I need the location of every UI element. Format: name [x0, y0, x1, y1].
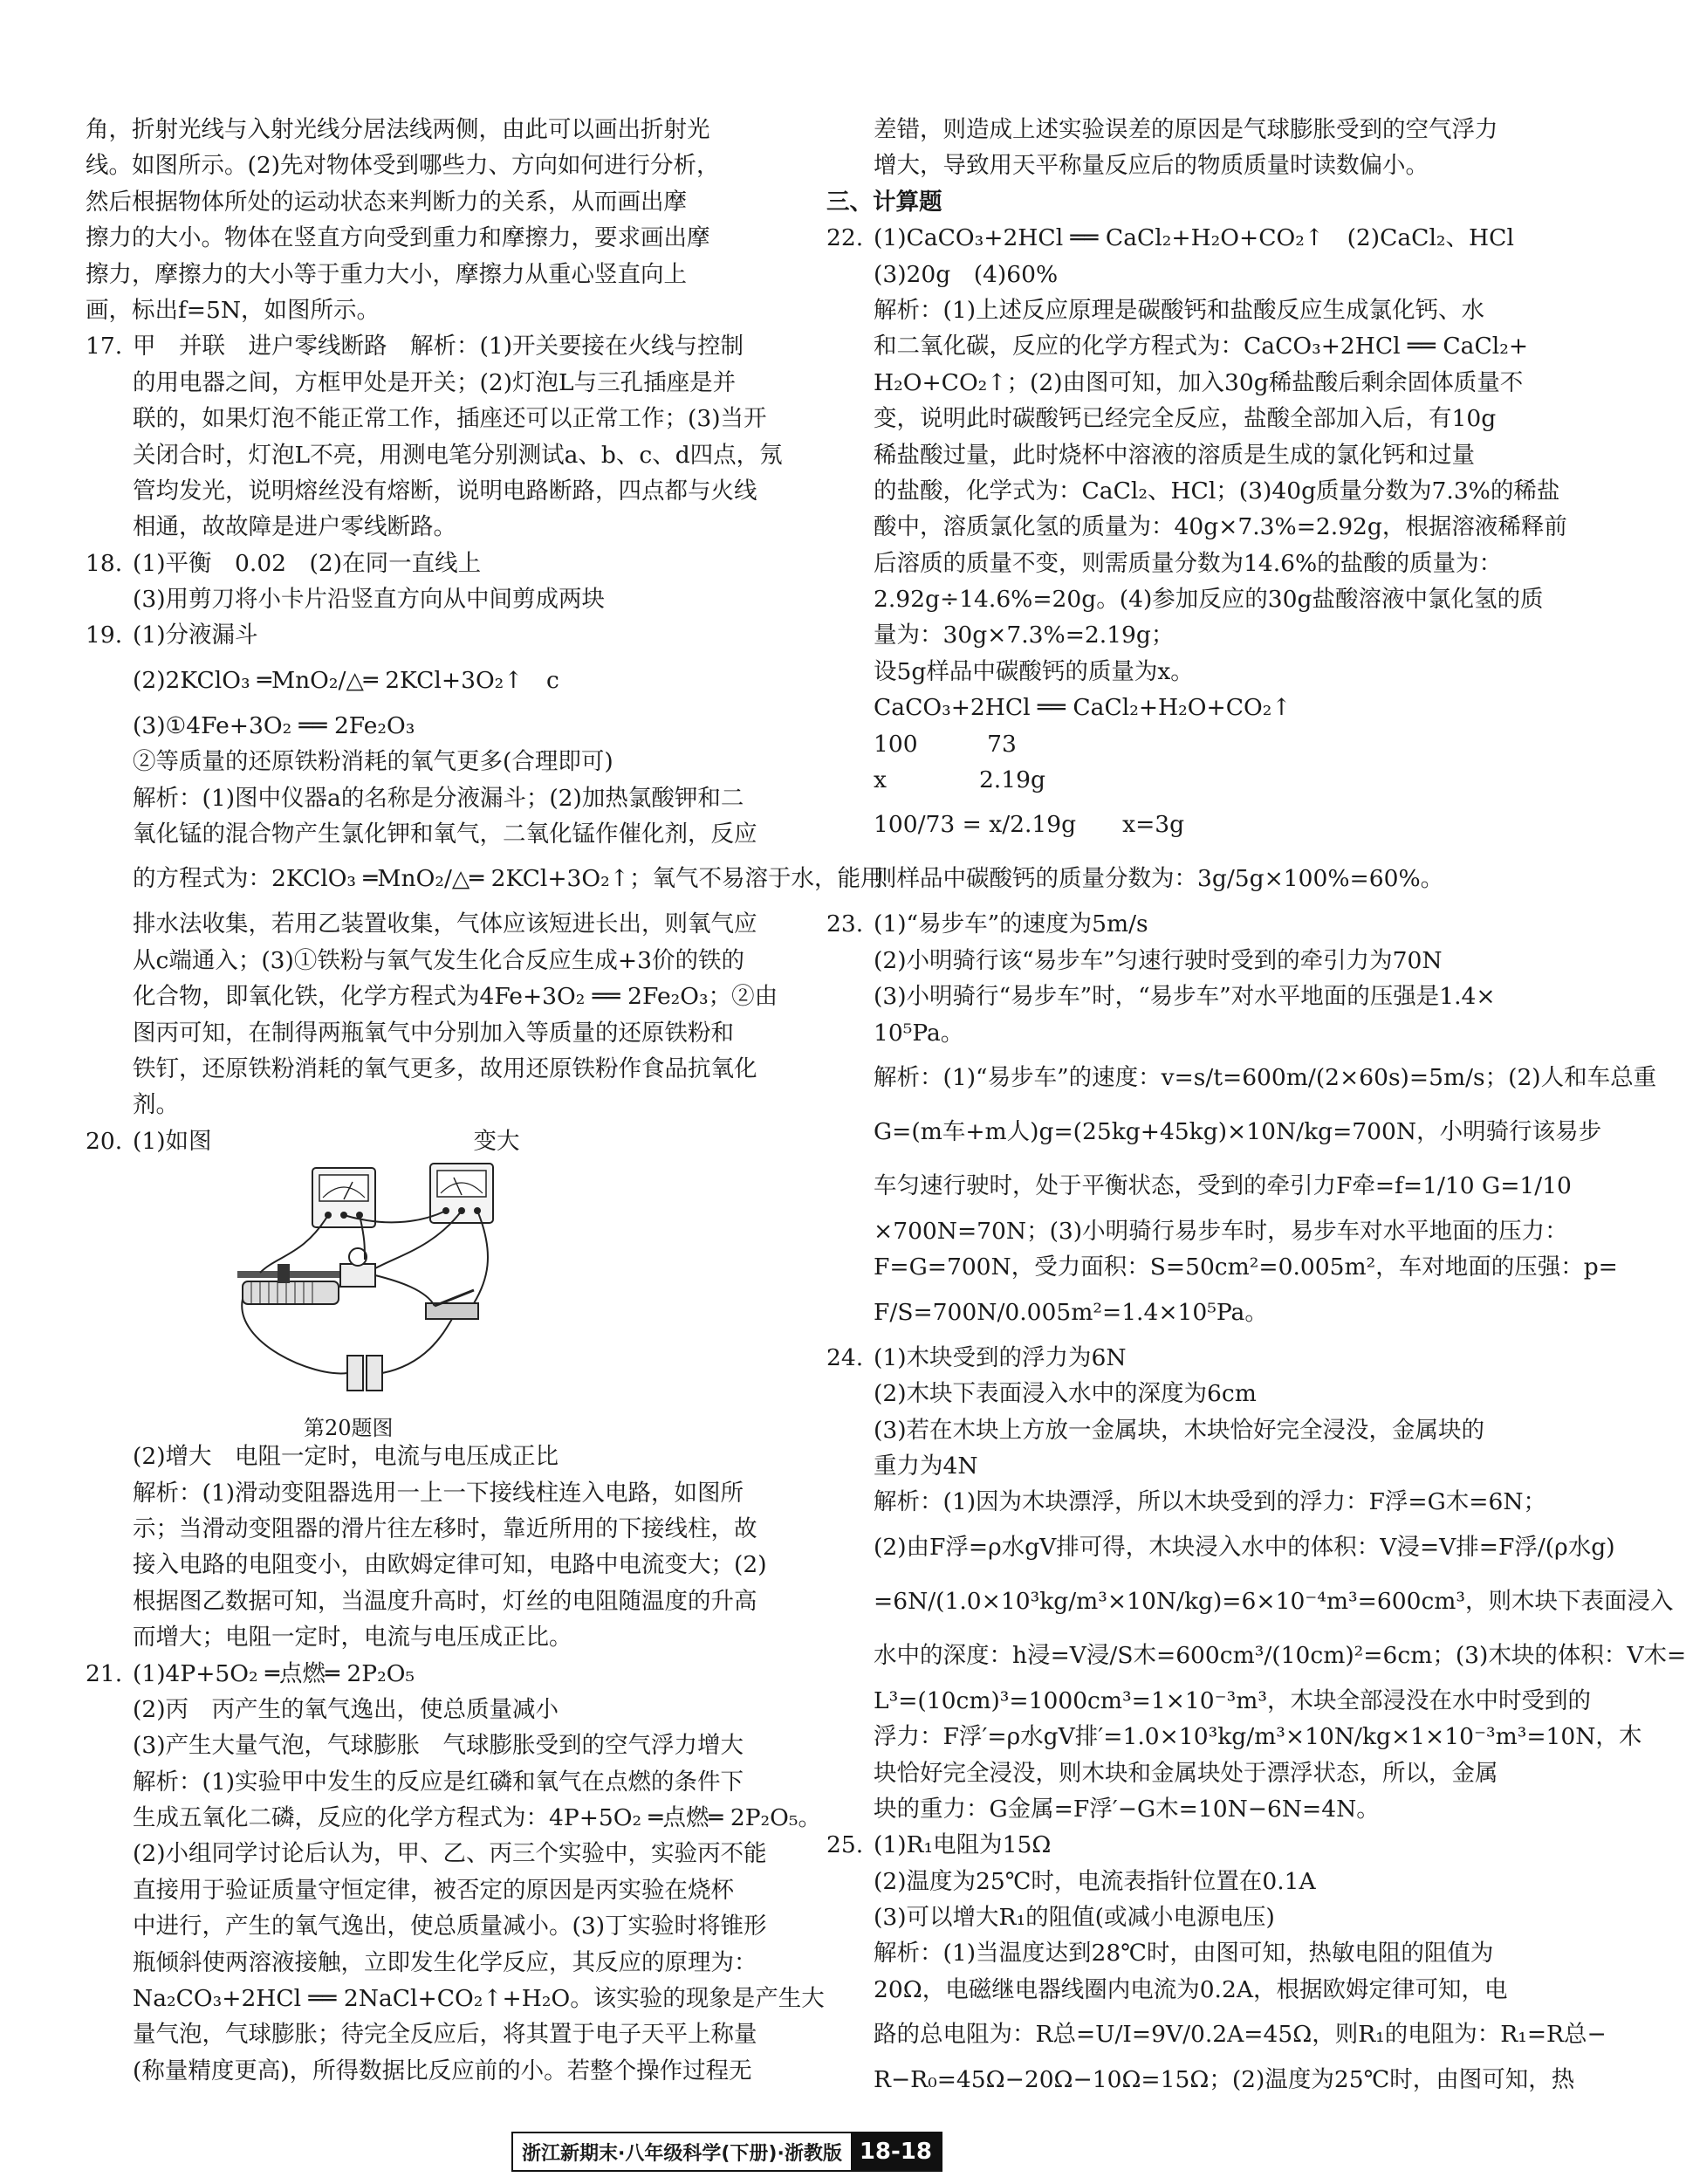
text-line: 铁钉，还原铁粉消耗的氧气更多，故用还原铁粉作食品抗氧化	[133, 1054, 757, 1082]
text-line: (3)若在木块上方放一金属块，木块恰好完全浸没，金属块的	[874, 1416, 1485, 1444]
text-line: 然后根据物体所处的运动状态来判断力的关系，从而画出摩	[86, 188, 687, 216]
text-line: 设5g样品中碳酸钙的质量为x。	[874, 657, 1194, 685]
text-line: 水中的深度：h浸=V浸/S木=600cm³/(10cm)²=6cm；(3)木块的体积：V木=	[874, 1641, 1686, 1669]
text-line: 化合物，即氧化铁，化学方程式为4Fe+3O₂ ══ 2Fe₂O₃；②由	[133, 983, 778, 1011]
text-line: 图丙可知，在制得两瓶氧气中分别加入等质量的还原铁粉和	[133, 1019, 734, 1047]
text-line: 量为：30g×7.3%=2.19g；	[874, 622, 1175, 649]
text-line: 块恰好完全浸没，则木块和金属块处于漂浮状态，所以，金属	[874, 1759, 1498, 1787]
text-line: 则样品中碳酸钙的质量分数为：3g/5g×100%=60%。	[874, 865, 1444, 893]
text-line: 变，说明此时碳酸钙已经完全反应，盐酸全部加入后，有10g	[874, 405, 1497, 433]
text-line: (2)木块下表面浸入水中的深度为6cm	[874, 1380, 1257, 1408]
question-number: 22.	[826, 224, 864, 252]
question-23	[826, 906, 1542, 942]
question-19	[86, 617, 784, 653]
question-22	[826, 220, 1542, 256]
bulb-icon	[340, 1248, 375, 1287]
question-number: 18.	[86, 549, 123, 577]
text-line: 中进行，产生的氧气逸出，使总质量减小。(3)丁实验时将锥形	[133, 1913, 767, 1940]
text-line: (2)由F浮=ρ水gV排可得，木块浸入水中的体积：V浸=V排=F浮/(ρ水g)	[874, 1533, 1615, 1561]
ammeter-icon	[312, 1168, 375, 1227]
text-line: 解析：(1)实验甲中发生的反应是红磷和氧气在点燃的条件下	[133, 1768, 744, 1796]
text-line: 关闭合时，灯泡L不亮，用测电笔分别测试a、b、c、d四点，氖	[133, 441, 783, 469]
page-footer	[0, 2132, 1641, 2172]
text-line: (1)平衡 0.02 (2)在同一直线上	[133, 549, 482, 577]
text-line: (3)小明骑行“易步车”时，“易步车”对水平地面的压强是1.4×	[874, 983, 1496, 1011]
text-line: 管均发光，说明熔丝没有熔断，说明电路断路，四点都与火线	[133, 477, 757, 505]
book-title: 浙江新期末·八年级科学(下册)·浙教版	[522, 2142, 842, 2165]
text-line: (1)“易步车”的速度为5m/s	[874, 910, 1148, 938]
question-number: 23.	[826, 910, 864, 938]
text-line: x 2.19g	[874, 766, 1045, 794]
text-line: 块的重力：G金属=F浮′−G木=10N−6N=4N。	[874, 1795, 1380, 1823]
equation-line: (1)4P+5O₂ ═点燃═ 2P₂O₅	[133, 1659, 415, 1687]
text-line: 解析：(1)上述反应原理是碳酸钙和盐酸反应生成氯化钙、水	[874, 296, 1485, 324]
text-line: ×700N=70N；(3)小明骑行易步车时，易步车对水平地面的压力：	[874, 1217, 1568, 1245]
text-line: 10⁵Pa。	[874, 1019, 964, 1047]
question-20	[86, 1123, 784, 1159]
text-line: (1)分液漏斗	[133, 622, 258, 649]
text-line: 角，折射光线与入射光线分居法线两侧，由此可以画出折射光	[86, 116, 710, 143]
battery-icon	[347, 1356, 382, 1391]
text-line: L³=(10cm)³=1000cm³=1×10⁻³m³，木块全部浸没在水中时受到的	[874, 1686, 1592, 1714]
text-line: (3)可以增大R₁的阻值(或减小电源电压)	[874, 1904, 1275, 1932]
question-number: 24.	[826, 1343, 864, 1371]
text-line: (2)小明骑行该“易步车”匀速行驶时受到的牵引力为70N	[874, 946, 1443, 974]
text-line: 氧化锰的混合物产生氯化钾和氧气，二氧化锰作催化剂，反应	[133, 821, 757, 848]
text-line: 擦力的大小。物体在竖直方向受到重力和摩擦力，要求画出摩	[86, 224, 710, 252]
text-line: (1)木块受到的浮力为6N	[874, 1343, 1127, 1371]
text-line: 的用电器之间，方框甲处是开关；(2)灯泡L与三孔插座是并	[133, 368, 737, 396]
text-line: 重力为4N	[874, 1452, 978, 1480]
text-line: 的盐酸，化学式为：CaCl₂、HCl；(3)40g质量分数为7.3%的稀盐	[874, 477, 1560, 505]
text-line: 稀盐酸过量，此时烧杯中溶液的溶质是生成的氯化钙和过量	[874, 441, 1475, 469]
circuit-diagram	[225, 1159, 592, 1408]
text-line: 而增大；电阻一定时，电流与电压成正比。	[133, 1624, 572, 1652]
text-line: 20Ω，电磁继电器线圈内电流为0.2A，根据欧姆定律可知，电	[874, 1975, 1508, 2003]
text-line: (3)用剪刀将小卡片沿竖直方向从中间剪成两块	[133, 586, 606, 614]
text-line: 路的总电阻为：R总=U/I=9V/0.2A=45Ω，则R₁的电阻为：R₁=R总−	[874, 2021, 1607, 2049]
right-column	[826, 112, 1686, 2098]
section-title: 三、计算题	[826, 188, 942, 216]
question-number: 19.	[86, 622, 123, 649]
text-line: 浮力：F浮′=ρ水gV排′=1.0×10³kg/m³×10N/kg×1×10⁻³m³=10N，木	[874, 1723, 1642, 1751]
text-line: 增大，导致用天平称量反应后的物质质量时读数偏小。	[874, 152, 1429, 180]
text-line: Na₂CO₃+2HCl ══ 2NaCl+CO₂↑+H₂O。该实验的现象是产生大	[133, 1985, 825, 2013]
text-line: 接入电路的电阻变小，由欧姆定律可知，电路中电流变大；(2)	[133, 1551, 767, 1579]
text-line: 从c端通入；(3)①铁粉与氧气发生化合反应生成+3价的铁的	[133, 946, 744, 974]
text-line: 后溶质的质量不变，则需质量分数为14.6%的盐酸的质量为：	[874, 549, 1503, 577]
text-line: 生成五氧化二磷，反应的化学方程式为：4P+5O₂ ═点燃═ 2P₂O₅。	[133, 1804, 822, 1832]
text-line: (2)增大 电阻一定时，电流与电压成正比	[133, 1443, 559, 1471]
text-line: 和二氧化碳，反应的化学方程式为：CaCO₃+2HCl ══ CaCl₂+	[874, 333, 1529, 361]
text-line: 解析：(1)当温度达到28℃时，由图可知，热敏电阻的阻值为	[874, 1940, 1494, 1968]
question-25	[826, 1827, 1542, 1863]
question-number: 20.	[86, 1127, 123, 1155]
equation-line: (1)CaCO₃+2HCl ══ CaCl₂+H₂O+CO₂↑ (2)CaCl₂、HCl	[874, 224, 1514, 252]
question-24	[826, 1340, 1542, 1376]
question-number: 21.	[86, 1659, 123, 1687]
text-line: 排水法收集，若用乙装置收集，气体应该短进长出，则氧气应	[133, 910, 757, 938]
text-line: 线。如图所示。(2)先对物体受到哪些力、方向如何进行分析，	[86, 152, 720, 180]
figure-caption: 第20题图	[304, 1416, 394, 1441]
question-number: 25.	[826, 1831, 864, 1859]
text-line: 差错，则造成上述实验误差的原因是气球膨胀受到的空气浮力	[874, 116, 1498, 143]
text-line: G=(m车+m人)g=(25kg+45kg)×10N/kg=700N，小明骑行该易步	[874, 1117, 1602, 1145]
text-line: (2)丙 丙产生的氧气逸出，使总质量减小	[133, 1695, 559, 1723]
equation-line: (2)2KClO₃ ═MnO₂/△═ 2KCl+3O₂↑ c	[133, 666, 559, 694]
text-line: (2)温度为25℃时，电流表指针位置在0.1A	[874, 1867, 1316, 1895]
text-line: H₂O+CO₂↑；(2)由图可知，加入30g稀盐酸后剩余固体质量不	[874, 368, 1524, 396]
question-17	[86, 328, 784, 364]
circuit-figure	[86, 1159, 784, 1439]
page-number: 18-18	[851, 2133, 941, 2170]
answer-text: 变大	[473, 1127, 520, 1155]
equation-line: 100/73 = x/2.19g x=3g	[874, 811, 1185, 839]
equation-line: 的方程式为：2KClO₃ ═MnO₂/△═ 2KCl+3O₂↑；氧气不易溶于水，能用	[133, 865, 884, 893]
text-line: 示；当滑动变阻器的滑片往左移时，靠近所用的下接线柱，故	[133, 1514, 757, 1542]
equation-line: CaCO₃+2HCl ══ CaCl₂+H₂O+CO₂↑	[874, 694, 1292, 722]
text-line: 2.92g÷14.6%=20g。(4)参加反应的30g盐酸溶液中氯化氢的质	[874, 586, 1544, 614]
text-line: (1)如图	[133, 1127, 212, 1155]
rheostat-icon	[237, 1264, 346, 1304]
text-line: 直接用于验证质量守恒定律，被否定的原因是丙实验在烧杯	[133, 1876, 734, 1904]
text-line: 解析：(1)“易步车”的速度：v=s/t=600m/(2×60s)=5m/s；(2)人和车总重	[874, 1063, 1657, 1091]
text-line: 甲 并联 进户零线断路 解析：(1)开关要接在火线与控制	[133, 333, 744, 361]
text-line: (1)R₁电阻为15Ω	[874, 1831, 1052, 1859]
text-line: 车匀速行驶时，处于平衡状态，受到的牵引力F牵=f=1/10 G=1/10	[874, 1171, 1572, 1199]
text-line: 解析：(1)因为木块漂浮，所以木块受到的浮力：F浮=G木=6N；	[874, 1488, 1547, 1516]
text-line: 剂。	[133, 1091, 179, 1119]
text-line: 画，标出f=5N，如图所示。	[86, 296, 380, 324]
text-line: (2)小组同学讨论后认为，甲、乙、丙三个实验中，实验丙不能	[133, 1840, 767, 1868]
question-21	[86, 1656, 784, 1692]
text-line: 联的，如果灯泡不能正常工作，插座还可以正常工作；(3)当开	[133, 405, 767, 433]
text-line: 相通，故故障是进户零线断路。	[133, 513, 456, 541]
text-line: 瓶倾斜使两溶液接触，立即发生化学反应，其反应的原理为：	[133, 1948, 757, 1976]
text-line: 量气泡，气球膨胀；待完全反应后，将其置于电子天平上称量	[133, 2021, 757, 2049]
text-line: F/S=700N/0.005m²=1.4×10⁵Pa。	[874, 1298, 1268, 1326]
text-line: 根据图乙数据可知，当温度升高时，灯丝的电阻随温度的升高	[133, 1587, 757, 1615]
text-line: 解析：(1)图中仪器a的名称是分液漏斗；(2)加热氯酸钾和二	[133, 784, 744, 812]
text-line: 解析：(1)滑动变阻器选用一上一下接线柱连入电路，如图所	[133, 1479, 744, 1507]
text-line: R−R₀=45Ω−20Ω−10Ω=15Ω；(2)温度为25℃时，由图可知，热	[874, 2066, 1575, 2094]
text-line: (称量精度更高)，所得数据比反应前的小。若整个操作过程无	[133, 2057, 752, 2084]
question-18	[86, 546, 784, 581]
equation-line: (3)①4Fe+3O₂ ══ 2Fe₂O₃	[133, 711, 415, 739]
text-line: =6N/(1.0×10³kg/m³×10N/kg)=6×10⁻⁴m³=600cm³，则木块下表面浸入	[874, 1587, 1674, 1615]
text-line: 酸中，溶质氯化氢的质量为：40g×7.3%=2.92g，根据溶液稀释前	[874, 513, 1567, 541]
text-line: 擦力，摩擦力的大小等于重力大小，摩擦力从重心竖直向上	[86, 260, 687, 288]
text-line: (3)20g (4)60%	[874, 260, 1059, 288]
text-line: (3)产生大量气泡，气球膨胀 气球膨胀受到的空气浮力增大	[133, 1732, 744, 1760]
footer-banner	[511, 2132, 942, 2172]
text-line: F=G=700N，受力面积：S=50cm²=0.005m²，车对地面的压强：p=	[874, 1253, 1618, 1281]
text-line: ②等质量的还原铁粉消耗的氧气更多(合理即可)	[133, 748, 613, 776]
question-number: 17.	[86, 333, 123, 361]
text-line: 100 73	[874, 730, 1017, 758]
